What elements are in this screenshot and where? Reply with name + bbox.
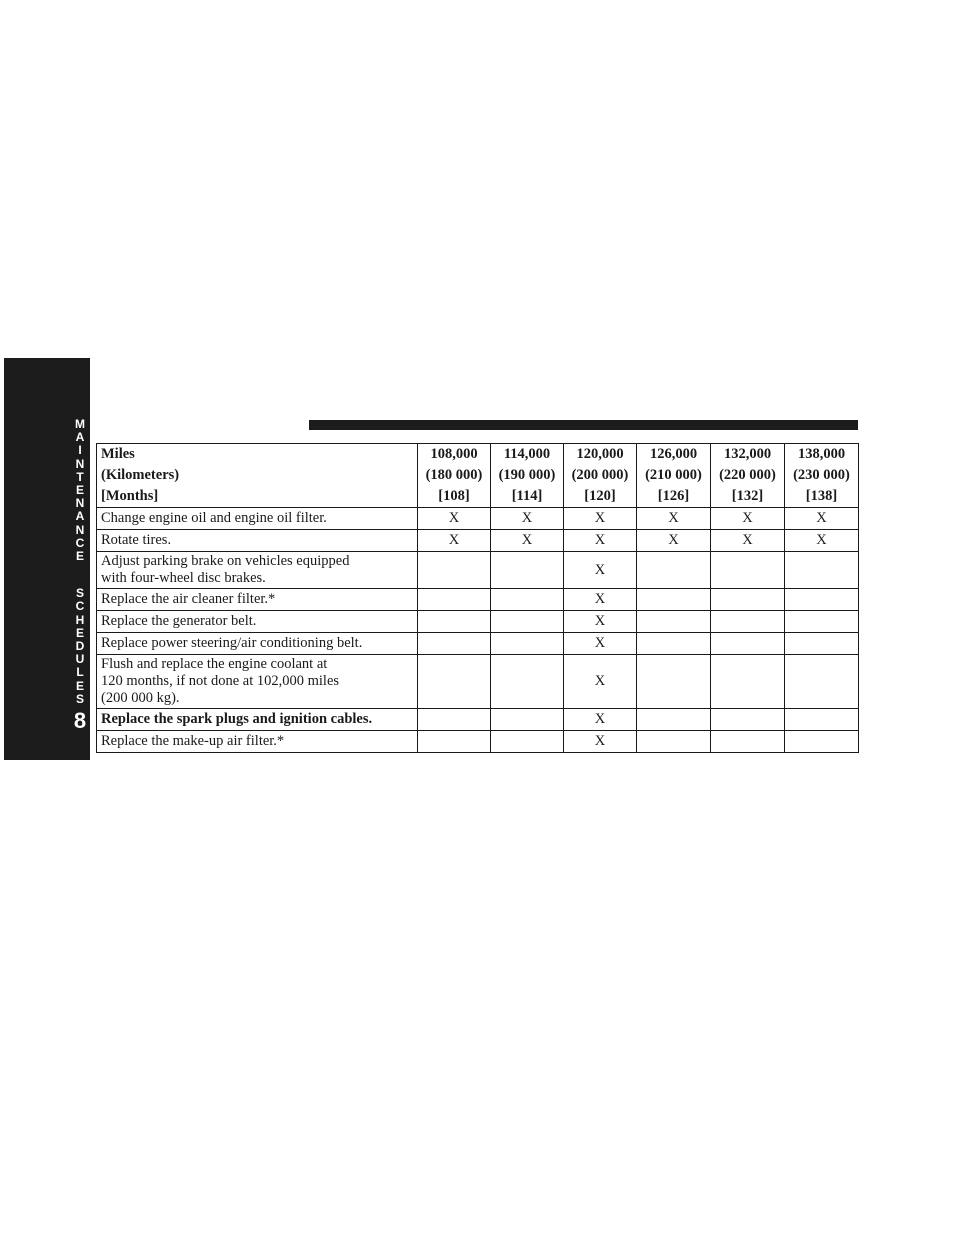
- service-mark: [491, 589, 564, 611]
- service-mark: X: [564, 709, 637, 731]
- service-mark: [491, 633, 564, 655]
- header-rule-bar: [309, 420, 858, 430]
- task-line: Adjust parking brake on vehicles equipped: [101, 553, 350, 569]
- section-tab-letter: H: [75, 612, 85, 627]
- interval-miles: 132,000: [723, 446, 772, 462]
- service-mark: X: [418, 530, 491, 552]
- interval-header-5: [785, 444, 859, 508]
- section-tab-letter: A: [75, 509, 85, 524]
- service-mark: [785, 709, 859, 731]
- table-row: [97, 611, 859, 633]
- interval-km: (210 000): [645, 467, 702, 483]
- task-line: Replace the generator belt.: [101, 613, 257, 629]
- service-mark: [785, 633, 859, 655]
- service-mark: [418, 589, 491, 611]
- task-description: [97, 655, 418, 709]
- service-mark: [418, 709, 491, 731]
- section-tab-letter: C: [75, 535, 85, 550]
- service-mark: [637, 589, 711, 611]
- section-tab-letter: N: [75, 456, 85, 471]
- section-tab-letter: N: [75, 496, 85, 511]
- service-mark: X: [491, 530, 564, 552]
- service-mark: X: [785, 508, 859, 530]
- section-number: 8: [73, 708, 87, 733]
- service-mark: [711, 633, 785, 655]
- service-mark: X: [564, 731, 637, 753]
- header-label-cell: [97, 444, 418, 508]
- interval-km: (180 000): [425, 467, 483, 483]
- service-mark: X: [637, 530, 711, 552]
- service-mark: [491, 611, 564, 633]
- interval-months: [108]: [438, 488, 470, 504]
- task-description: [97, 508, 418, 530]
- service-mark: [637, 709, 711, 731]
- section-tab-letter: S: [75, 586, 84, 601]
- service-mark: X: [564, 589, 637, 611]
- service-mark: X: [711, 508, 785, 530]
- task-description: [97, 552, 418, 589]
- service-mark: [637, 552, 711, 589]
- service-mark: [785, 552, 859, 589]
- task-line: 120 months, if not done at 102,000 miles: [101, 673, 340, 689]
- task-description: [97, 530, 418, 552]
- service-mark: [637, 611, 711, 633]
- service-mark: X: [564, 633, 637, 655]
- section-tab-letter: S: [75, 691, 84, 706]
- interval-months: [114]: [511, 488, 543, 504]
- task-line: Replace power steering/air conditioning belt.: [101, 635, 363, 651]
- task-line: Flush and replace the engine coolant at: [101, 656, 328, 672]
- task-line: Change engine oil and engine oil filter.: [101, 510, 327, 526]
- task-line: Rotate tires.: [101, 532, 172, 548]
- task-description: [97, 731, 418, 753]
- section-tab-letter: A: [75, 430, 85, 445]
- service-mark: X: [418, 508, 491, 530]
- service-mark: X: [491, 508, 564, 530]
- interval-header-2: [564, 444, 637, 508]
- table-row: [97, 709, 859, 731]
- service-mark: [711, 731, 785, 753]
- section-tab-letter: I: [78, 443, 82, 458]
- task-description: [97, 589, 418, 611]
- task-line: Replace the air cleaner filter.*: [101, 591, 276, 607]
- section-tab-letter: M: [75, 417, 85, 431]
- interval-miles: 114,000: [503, 446, 551, 462]
- header-months-label: [Months]: [101, 488, 159, 504]
- header-kilometers-label: (Kilometers): [101, 467, 180, 483]
- table-row: [97, 633, 859, 655]
- table-row: [97, 508, 859, 530]
- task-description: [97, 611, 418, 633]
- interval-km: (220 000): [719, 467, 776, 483]
- service-mark: [418, 552, 491, 589]
- interval-months: [138]: [805, 488, 838, 504]
- service-mark: X: [711, 530, 785, 552]
- service-mark: [491, 731, 564, 753]
- task-line: Replace the spark plugs and ignition cables.: [101, 711, 373, 727]
- service-mark: [785, 589, 859, 611]
- service-mark: X: [564, 552, 637, 589]
- task-line: with four-wheel disc brakes.: [101, 570, 266, 586]
- service-mark: [418, 655, 491, 709]
- section-tab-letter: E: [75, 625, 84, 640]
- service-mark: [711, 589, 785, 611]
- service-mark: [711, 552, 785, 589]
- service-mark: X: [564, 508, 637, 530]
- section-tab-letter: C: [75, 599, 85, 614]
- service-mark: X: [564, 611, 637, 633]
- interval-header-1: [491, 444, 564, 508]
- service-mark: [418, 731, 491, 753]
- service-mark: [711, 709, 785, 731]
- header-miles-label: Miles: [101, 446, 135, 462]
- table-row: [97, 589, 859, 611]
- interval-months: [132]: [731, 488, 764, 504]
- table-row: [97, 552, 859, 589]
- service-mark: X: [564, 655, 637, 709]
- interval-miles: 138,000: [797, 446, 846, 462]
- table-row: [97, 655, 859, 709]
- interval-km: (190 000): [498, 467, 556, 483]
- service-mark: [785, 731, 859, 753]
- interval-miles: 120,000: [576, 446, 624, 462]
- interval-miles: 108,000: [430, 446, 478, 462]
- interval-header-3: [637, 444, 711, 508]
- task-description: [97, 709, 418, 731]
- service-mark: X: [785, 530, 859, 552]
- service-mark: [785, 611, 859, 633]
- maintenance-schedule-table: [96, 443, 859, 753]
- section-tab-letter: U: [75, 652, 85, 667]
- task-line: Replace the make-up air filter.*: [101, 733, 285, 749]
- section-tab-letter: E: [75, 483, 84, 498]
- service-mark: [711, 611, 785, 633]
- service-mark: [491, 655, 564, 709]
- section-tab-letter: E: [75, 678, 84, 693]
- table-header-row: [97, 444, 859, 508]
- section-tab-letter: N: [75, 522, 85, 537]
- table-row: [97, 530, 859, 552]
- service-mark: [491, 552, 564, 589]
- service-mark: [418, 633, 491, 655]
- interval-months: [126]: [657, 488, 690, 504]
- section-tab-letter: D: [75, 639, 85, 654]
- task-description: [97, 633, 418, 655]
- service-mark: X: [564, 530, 637, 552]
- task-line: (200 000 kg).: [101, 690, 180, 706]
- service-mark: [785, 655, 859, 709]
- service-mark: [637, 655, 711, 709]
- section-tab-letter: L: [76, 665, 84, 680]
- section-tab-title: [71, 418, 89, 706]
- interval-miles: 126,000: [649, 446, 698, 462]
- service-mark: X: [637, 508, 711, 530]
- service-mark: [711, 655, 785, 709]
- interval-header-4: [711, 444, 785, 508]
- service-mark: [637, 731, 711, 753]
- interval-months: [120]: [584, 488, 616, 504]
- interval-header-0: [418, 444, 491, 508]
- service-mark: [491, 709, 564, 731]
- service-mark: [418, 611, 491, 633]
- service-mark: [637, 633, 711, 655]
- interval-km: (200 000): [571, 467, 629, 483]
- table-row: [97, 731, 859, 753]
- section-tab-letter: T: [76, 469, 84, 484]
- schedule-body: [97, 508, 859, 753]
- section-tab-letter: E: [75, 549, 84, 564]
- interval-km: (230 000): [793, 467, 850, 483]
